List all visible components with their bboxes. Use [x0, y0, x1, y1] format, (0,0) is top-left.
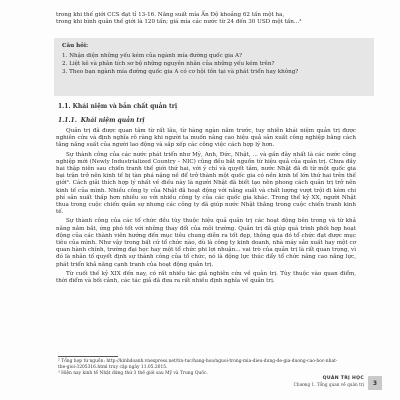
footer-chapter: Chương 1. Tổng quan về quản trị: [293, 382, 364, 387]
body-text: [56, 128, 356, 287]
questions-box: [54, 38, 374, 96]
page-footer: [293, 376, 382, 392]
question-1: 1. Nhận diện những yếu kém của ngành mía đường quốc gia A?: [62, 53, 243, 59]
footnote-2: ² Tổng hợp từ nguồn: http://kinhdoanh.vnexpress.net/tin-tuc/hang-hoa/nguoi-trong-mia-dieu-dung-de-gia-duong-cao-hoc-nhat-the-gioi-3205316.html truy cập ngày 11.05.2015.: [58, 359, 338, 370]
question-2: 2. Liệt kê và phân tích sơ bộ những nguyên nhân của những yếu kém trên?: [62, 61, 275, 67]
footnote-3: ³ Hiện nay kinh tế Nhật đứng thứ 3 thế giới sau Mỹ và Trung Quốc.: [58, 371, 208, 376]
intro-line-2: trong khi bình quân thế giới là 120 tấn; giá mía các nước từ 24 đến 30 USD một tấn...²: [56, 19, 302, 26]
paragraph-2: Sự thành công của các nước phát triển như Mỹ, Anh, Đức, Nhật, ... và gần đây nhất là các nước công nghiệp mới (Newly Industrialized Country – NIC) cũng đều bắt nguồn từ hiệu quả của quản trị. Chưa đầy hai thập niên sau chiến tranh thế giới thứ hai, với ý chí và quyết tâm, nước Nhật đã đi từ một quốc gia bại trận trở nên kinh tế bị tàn phá nặng nề để trở thành một quốc gia có nền kinh tế lớn thứ hai trên thế giới³. Cách giải thích hợp lý nhất về điều này là người Nhật đã biết tạo nên phong cách quản trị trở nên kinh tế của mình. Nhiều công ty của Nhật đã hoạt động với năng suất và chất lượng vượt trội đi kèm chi phí sản xuất thấp hơn nhiều so với nhiều công ty của các quốc gia khác. Trong thế kỷ XX, người Nhật thua trong cuộc chiến quân sự nhưng các công ty đã giúp nước Nhật thắng trong cuộc chiến tranh kinh tế.: [56, 151, 356, 216]
intro-line-1: trong khi thế giới CCS đạt tỉ 13-16. Năng suất mía Ấn Độ khoảng 62 tấn một ha,: [56, 12, 285, 18]
paragraph-1: Quản trị đã được quan tâm từ rất lâu, từ hàng ngàn năm trước, tuy nhiên khái niệm quản trị được nghiên cứu và định nghĩa rõ ràng khi người ta muốn nâng cao hiệu quả sản xuất công nghiệp bằng cách tăng năng suất của người lao động và sắp xếp các công việc cách hợp lý hơn.: [56, 128, 356, 149]
footnote-divider: [58, 356, 118, 357]
paragraph-4: Từ cuối thế kỷ XIX đến nay, có rất nhiều tác giả nghiên cứu về quản trị. Tùy thuộc vào quan điểm, thời điểm và bối cảnh, các tác giả đã đưa ra rất nhiều định nghĩa về quản trị.: [56, 270, 356, 285]
subsection-number: 1.1.1.: [58, 117, 77, 124]
page-number: 3: [368, 376, 382, 390]
questions-title: Câu hỏi:: [62, 43, 89, 49]
question-3: 3. Theo bạn ngành mía đường quốc gia A có cơ hội tồn tại và phát triển hay không?: [62, 69, 299, 75]
paragraph-3: Sự thành công của các tổ chức đều tùy thuộc hiệu quả quản trị các hoạt động bên trong và từ khả năng nắm bắt, ứng phó tốt với những thay đổi của môi trường. Quản trị đã giúp quá trình phối hợp hoạt động của các thành viên hướng đến mục tiêu chung diễn ra tốt đẹp, thông qua đó tổ chức đạt được mục tiêu của mình. Như vậy trong bất cứ tổ chức nào, dù là công ty kinh doanh, nhà máy sản xuất hay một cơ quan hành chính, trường đại học hay một tổ chức phi lợi nhuận... vai trò của quản trị là rất quan trọng, vì đó là nhân tố quyết định sự thành công của tổ chức, nó là động lực thúc đẩy tổ chức nâng cao năng lực, phát triển khả năng cạnh tranh của hoạt động quản trị.: [56, 218, 356, 268]
subsection-heading: [58, 117, 145, 124]
footnotes: [58, 359, 338, 377]
intro-text: [56, 12, 356, 26]
subsection-text: Khái niệm quản trị: [80, 117, 145, 124]
section-heading: 1.1. Khái niệm và bản chất quản trị: [58, 103, 178, 110]
footer-book-title: QUẢN TRỊ HỌC: [322, 376, 364, 381]
